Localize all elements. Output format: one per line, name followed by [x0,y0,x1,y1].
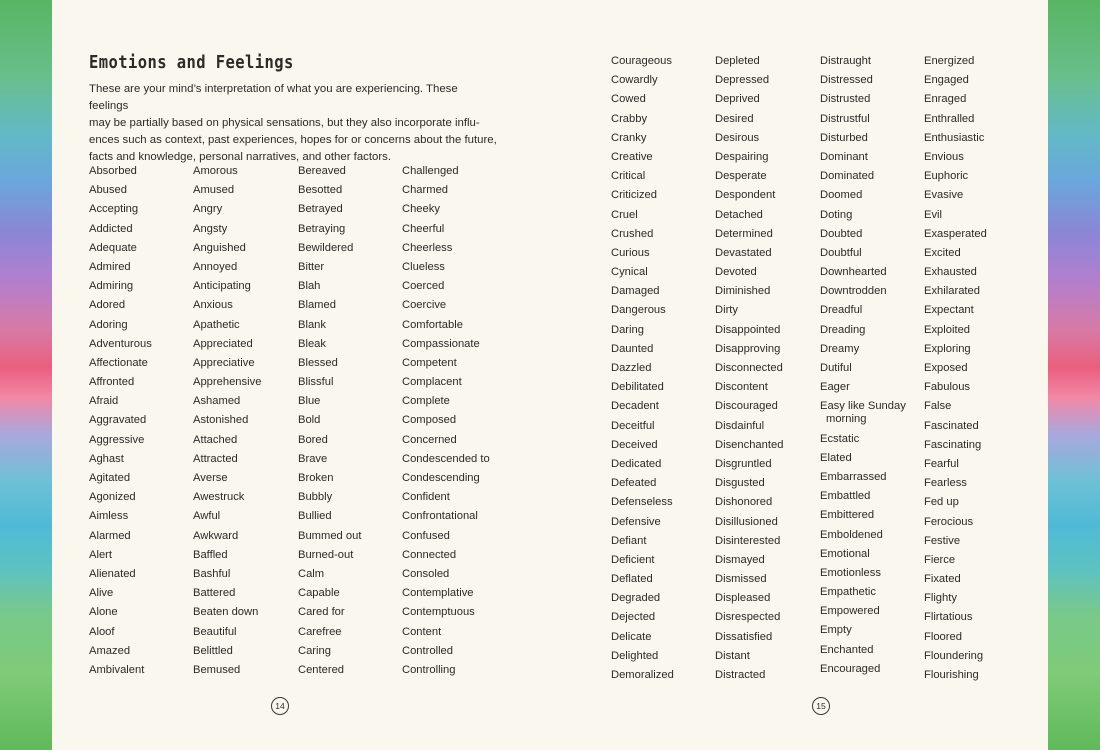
emotion-word: Critical [611,170,646,183]
emotion-word: Bold [298,414,321,427]
emotion-word: Fabulous [924,381,971,394]
emotion-word: Affronted [89,376,135,389]
emotion-word: Emboldened [820,528,883,541]
emotion-word: Bewildered [298,241,354,254]
emotion-word: Daunted [611,342,654,355]
emotion-word: Doubted [820,227,863,240]
emotion-word: Blue [298,395,321,408]
emotion-word: Centered [298,663,345,676]
emotion-word: Defensive [611,515,661,528]
word-column [611,55,721,688]
emotion-word: Criticized [611,189,658,202]
emotion-word: Cynical [611,266,648,279]
emotion-word: Accepting [89,203,139,216]
emotion-word: Distracted [715,669,766,681]
emotion-word: Battered [193,587,236,600]
emotion-word: Degraded [611,592,661,605]
emotion-word: Enraged [924,93,967,106]
emotion-word: Angry [193,203,223,216]
intro-line: ences such as context, past experiences, hopes for or concerns about the future, [89,134,497,146]
emotion-word: Affectionate [89,356,148,369]
emotion-word: Blissful [298,376,334,389]
emotion-word: Embarrassed [820,470,887,483]
emotion-word: Burned-out [298,548,354,561]
emotion-word: Bubbly [298,491,333,504]
emotion-word: Compassionate [402,337,480,350]
emotion-word: Distraught [820,55,871,67]
emotion-word: Condescending [402,472,480,484]
emotion-word: Downhearted [820,266,887,279]
emotion-word: Cowardly [611,74,658,87]
emotion-word: Amused [193,184,235,197]
emotion-word: Depleted [715,55,760,67]
emotion-word: Evil [924,208,943,221]
emotion-word: Blah [298,280,321,293]
emotion-word: Coerced [402,280,445,293]
emotion-word: Deflated [611,573,653,586]
emotion-word: Apathetic [193,318,240,331]
emotion-word: Betraying [298,222,346,235]
emotion-word: Blank [298,318,326,331]
emotion-word: Cheerless [402,241,453,254]
emotion-word: Embattled [820,490,871,503]
emotion-word-continuation: morning [826,413,867,426]
emotion-word: Eager [820,381,850,394]
emotion-word: Amazed [89,644,131,657]
emotion-word: Empathetic [820,586,876,599]
emotion-word: Engaged [924,74,969,87]
emotion-word: Disrespected [715,611,781,624]
emotion-word: Beautiful [193,625,237,638]
emotion-word: Curious [611,246,650,259]
emotion-word: Doting [820,208,853,221]
emotion-word: Concerned [402,433,457,446]
watercolor-edge-right [1048,0,1100,750]
emotion-word: Clueless [402,260,445,273]
emotion-word: Decadent [611,400,659,413]
emotion-word: Disapproving [715,342,781,355]
emotion-word: Fed up [924,496,959,509]
word-column [715,55,825,688]
emotion-word: Desired [715,112,754,125]
emotion-word: Apprehensive [193,376,262,389]
emotion-word: Appreciative [193,356,255,369]
emotion-word: Floundering [924,649,984,662]
emotion-word: Amorous [193,165,238,177]
emotion-word: Competent [402,356,457,369]
emotion-word: Elated [820,451,852,464]
emotion-word: Ashamed [193,395,241,408]
emotion-word: Aghast [89,452,124,465]
emotion-word: Despondent [715,189,776,202]
emotion-word: Dishonored [715,496,773,509]
word-column [402,165,512,683]
emotion-word: Fierce [924,553,956,566]
emotion-word: Encouraged [820,662,881,675]
emotion-word: Disappointed [715,323,781,336]
emotion-word: Bereaved [298,165,346,177]
emotion-word: Adored [89,299,126,312]
emotion-word: Defeated [611,477,657,490]
emotion-word: Angsty [193,222,228,235]
emotion-word: Annoyed [193,260,238,273]
emotion-word: Connected [402,548,457,561]
emotion-word: Dominant [820,150,868,163]
emotion-word: Awkward [193,529,239,542]
emotion-word: Betrayed [298,203,343,216]
emotion-word: Alone [89,606,118,619]
emotion-word: Deficient [611,553,655,566]
emotion-word: Defiant [611,534,647,547]
emotion-word: Exploited [924,323,971,336]
emotion-word: Admiring [89,280,134,293]
emotion-word: Cheeky [402,203,440,216]
emotion-word: Distant [715,649,750,662]
emotion-word: Cranky [611,131,647,144]
emotion-word: Exasperated [924,227,987,240]
emotion-word: Enchanted [820,643,874,656]
emotion-word: Broken [298,472,334,484]
emotion-word: Astonished [193,414,249,427]
emotion-word: Controlling [402,663,456,676]
emotion-word: Composed [402,414,457,427]
emotion-word: Baffled [193,548,228,561]
emotion-word: Debilitated [611,381,664,394]
emotion-word: Dreadful [820,304,863,317]
emotion-word: Afraid [89,395,119,408]
watercolor-edge-left [0,0,52,750]
emotion-word: Aimless [89,510,129,523]
emotion-word: Devastated [715,246,772,259]
emotion-word: Ambivalent [89,663,145,676]
emotion-word: Averse [193,472,228,484]
page-number: 15 [812,697,830,715]
emotion-word: Coercive [402,299,447,312]
emotion-word: Emotionless [820,566,881,579]
emotion-word: Complete [402,395,450,408]
emotion-word: Beaten down [193,606,259,619]
emotion-word: Blamed [298,299,336,312]
emotion-word: Cared for [298,606,345,619]
emotion-word: Courageous [611,55,672,67]
emotion-word: Dejected [611,611,656,624]
emotion-word: Confused [402,529,450,542]
emotion-word: Aggravated [89,414,147,427]
intro-paragraph [89,81,499,166]
emotion-word: Cheerful [402,222,445,235]
emotion-word: Disillusioned [715,515,778,528]
emotion-word: Discontent [715,381,768,394]
emotion-word: Adventurous [89,337,152,350]
intro-line: These are your mind’s interpretation of what you are experiencing. These feelings [89,83,458,112]
emotion-word: Admired [89,260,131,273]
emotion-word: Detached [715,208,763,221]
emotion-word: Bitter [298,260,325,273]
word-column [820,55,930,682]
emotion-word: Alarmed [89,529,131,542]
emotion-word: Content [402,625,442,638]
emotion-word: Complacent [402,376,462,389]
emotion-word: Desirous [715,131,760,144]
emotion-word: Fearful [924,457,959,470]
emotion-word: Damaged [611,285,660,298]
emotion-word: Distrusted [820,93,871,106]
emotion-word: Disgusted [715,477,765,490]
emotion-word: Aloof [89,625,115,638]
emotion-word: Flighty [924,592,957,605]
word-column [193,165,303,683]
page-number: 14 [271,697,289,715]
emotion-word: Crabby [611,112,648,125]
emotion-word: Floored [924,630,962,643]
emotion-word: Fascinating [924,438,982,451]
emotion-word: Bashful [193,567,231,580]
emotion-word: Distrustful [820,112,870,125]
emotion-word: Embittered [820,509,875,522]
emotion-word: Besotted [298,184,343,197]
emotion-word: Anguished [193,241,246,254]
emotion-word: Fearless [924,477,967,490]
emotion-word: Exposed [924,362,968,374]
emotion-word: Evasive [924,189,964,202]
emotion-word: Blessed [298,356,338,369]
emotion-word: Dismayed [715,553,765,566]
emotion-word: Downtrodden [820,285,887,298]
emotion-word: Discouraged [715,400,778,413]
emotion-word: Attracted [193,452,238,465]
emotion-word: Dirty [715,304,738,317]
emotion-word: Dominated [820,170,875,183]
emotion-word: Alienated [89,567,136,580]
emotion-word: Displeased [715,592,771,605]
emotion-word: Determined [715,227,773,240]
emotion-word: Dangerous [611,304,666,317]
emotion-word: Consoled [402,567,450,580]
emotion-word: Caring [298,644,331,657]
emotion-word: Brave [298,452,328,465]
emotion-word: Alive [89,587,114,600]
emotion-word: Carefree [298,625,342,638]
emotion-word: Excited [924,246,961,259]
emotion-word: Ecstatic [820,432,860,445]
emotion-word: Ferocious [924,515,974,528]
emotion-word: Delighted [611,649,659,662]
emotion-word: Confrontational [402,510,478,523]
emotion-word: Depressed [715,74,770,87]
emotion-word: Flourishing [924,669,979,681]
emotion-word: Empty [820,624,852,637]
emotion-word: Belittled [193,644,233,657]
intro-line: facts and knowledge, personal narratives, and other factors. [89,151,392,163]
emotion-word: Fascinated [924,419,979,432]
emotion-word: Exhilarated [924,285,980,298]
emotion-word: Confident [402,491,450,504]
emotion-word: Controlled [402,644,453,657]
emotion-word: Dazzled [611,362,652,374]
emotion-word: Defenseless [611,496,673,509]
emotion-word: Emotional [820,547,870,560]
emotion-word: Crushed [611,227,654,240]
emotion-word: Distressed [820,74,873,87]
emotion-word: Devoted [715,266,757,279]
emotion-word: Euphoric [924,170,969,183]
emotion-word: Agonized [89,491,136,504]
emotion-word: Exploring [924,342,971,355]
emotion-word: Charmed [402,184,449,197]
emotion-word: Awestruck [193,491,245,504]
emotion-word: Dreading [820,323,866,336]
emotion-word: Demoralized [611,669,674,681]
intro-line: may be partially based on physical sensations, but they also incorporate influ- [89,117,480,129]
emotion-word: Energized [924,55,975,67]
emotion-word: Disgruntled [715,457,772,470]
emotion-word: Absorbed [89,165,137,177]
emotion-word: Awful [193,510,221,523]
emotion-word: Comfortable [402,318,463,331]
emotion-word: Bemused [193,663,241,676]
word-column [924,55,1034,688]
emotion-word: Diminished [715,285,771,298]
emotion-word: Doubtful [820,246,862,259]
emotion-word: Flirtatious [924,611,973,624]
emotion-word: Enthralled [924,112,975,125]
emotion-word: Deprived [715,93,760,106]
emotion-word: Adoring [89,318,128,331]
emotion-word: Dutiful [820,362,852,374]
emotion-word: Challenged [402,165,459,177]
emotion-word: Condescended to [402,452,490,465]
emotion-word: Dissatisfied [715,630,773,643]
emotion-word: Easy like Sunday morning [820,400,930,426]
emotion-word: Delicate [611,630,652,643]
emotion-word: Expectant [924,304,974,317]
emotion-word: Anticipating [193,280,251,293]
emotion-word: False [924,400,952,413]
emotion-word: Alert [89,548,113,561]
emotion-word: Deceived [611,438,658,451]
emotion-word: Cowed [611,93,646,106]
emotion-word: Disconnected [715,362,783,374]
emotion-word: Exhausted [924,266,977,279]
emotion-word: Contemptuous [402,606,475,619]
emotion-word: Addicted [89,222,133,235]
emotion-word: Dreamy [820,342,860,355]
emotion-word: Daring [611,323,644,336]
emotion-word: Adequate [89,241,137,254]
emotion-word: Despairing [715,150,769,163]
emotion-word: Contemplative [402,587,474,600]
emotion-word: Cruel [611,208,638,221]
emotion-word: Dismissed [715,573,767,586]
page-title: Emotions and Feelings [89,52,294,73]
emotion-word: Doomed [820,189,863,202]
emotion-word: Festive [924,534,961,547]
emotion-word: Bullied [298,510,332,523]
emotion-word: Appreciated [193,337,253,350]
emotion-word: Desperate [715,170,767,183]
emotion-word: Envious [924,150,964,163]
emotion-word: Bleak [298,337,326,350]
emotion-word: Empowered [820,605,880,618]
emotion-word: Agitated [89,472,131,484]
emotion-word: Abused [89,184,127,197]
emotion-word: Attached [193,433,238,446]
emotion-word: Anxious [193,299,233,312]
emotion-word: Creative [611,150,653,163]
emotion-word: Enthusiastic [924,131,985,144]
emotion-word: Bored [298,433,328,446]
emotion-word: Deceitful [611,419,655,432]
emotion-word: Dedicated [611,457,662,470]
word-column [298,165,408,683]
emotion-word: Disenchanted [715,438,784,451]
emotion-word: Fixated [924,573,961,586]
emotion-word: Capable [298,587,340,600]
emotion-word: Disturbed [820,131,868,144]
word-column [89,165,199,683]
emotion-word: Calm [298,567,325,580]
emotion-word: Aggressive [89,433,145,446]
emotion-word: Disdainful [715,419,765,432]
emotion-word: Bummed out [298,529,362,542]
emotion-word: Disinterested [715,534,781,547]
